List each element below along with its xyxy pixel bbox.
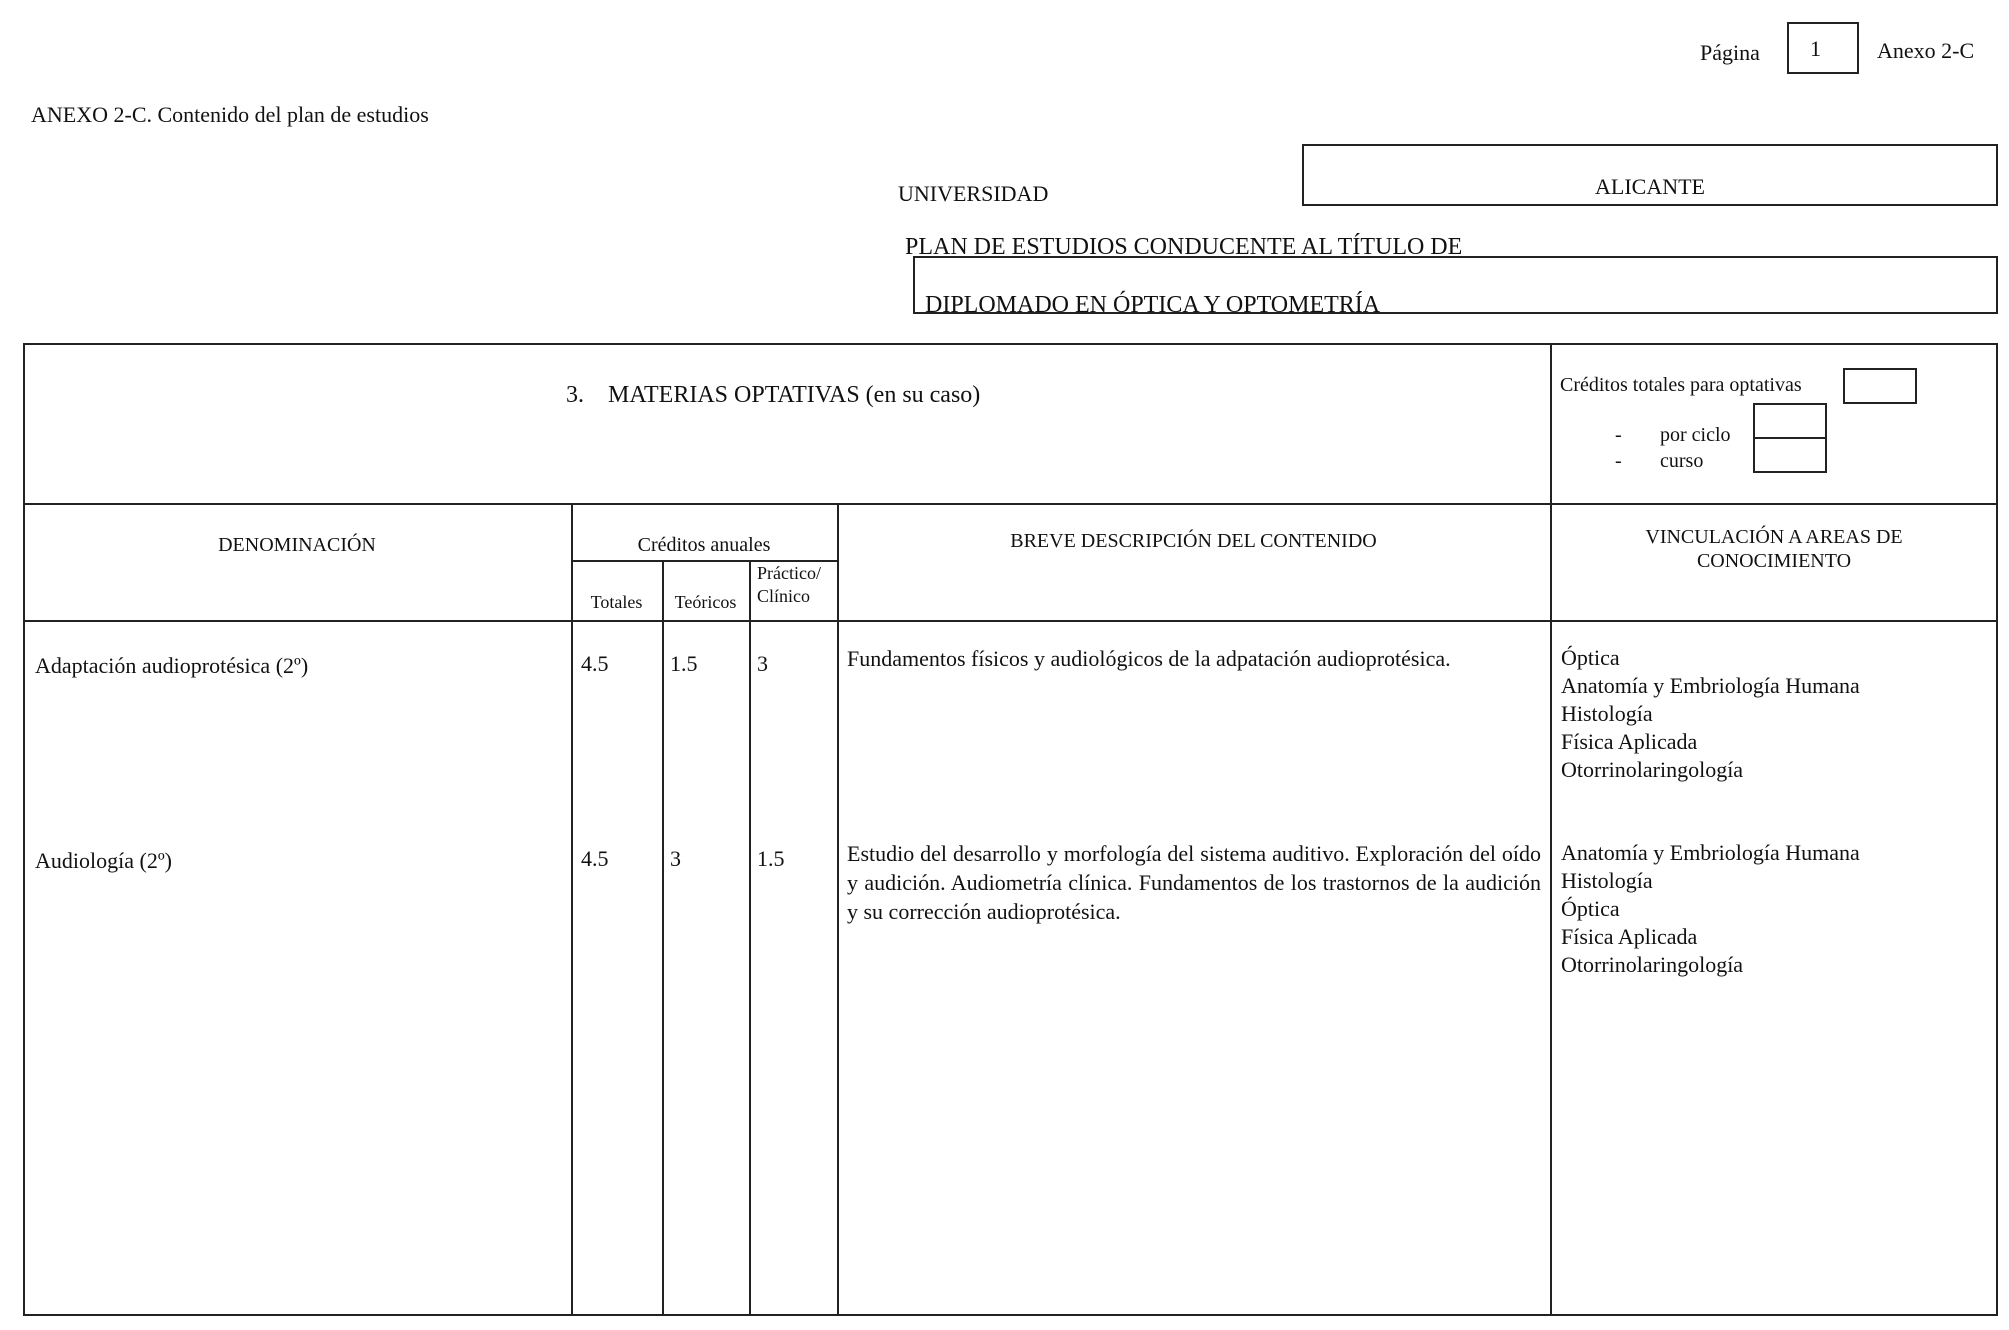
row1-area: Otorrinolaringología xyxy=(1561,757,1744,782)
section-divider xyxy=(1550,343,1552,503)
header-practico: Práctico/ xyxy=(757,563,821,583)
header-creditos: Créditos anuales xyxy=(637,534,771,556)
annex-title: ANEXO 2-C. Contenido del plan de estudios xyxy=(31,102,429,127)
annex-code: Anexo 2-C xyxy=(1877,38,1975,63)
header-vinculacion-2: CONOCIMIENTO xyxy=(1696,550,1852,572)
per-course-box xyxy=(1753,437,1827,473)
credits-total-label: Créditos totales para optativas xyxy=(1560,374,1802,396)
row1-description: Fundamentos físicos y audiológicos de la adpatación audioprotésica. xyxy=(847,646,1451,671)
col-divider-4 xyxy=(837,503,839,1316)
row1-practicos: 3 xyxy=(757,651,768,676)
header-teoricos: Teóricos xyxy=(674,592,737,612)
row1-area: Física Aplicada xyxy=(1561,729,1698,754)
row2-description: Estudio del desarrollo y morfología del sistema auditivo. Exploración del oído y audición. Audiometría clínica. Fundamentos de los trastornos de la audición y su corrección audioprotésica. xyxy=(847,841,1541,924)
row2-areas xyxy=(1561,839,1860,979)
row2-practicos: 1.5 xyxy=(757,846,785,871)
row2-totales: 4.5 xyxy=(581,846,609,871)
page-label: Página xyxy=(1700,40,1760,65)
row1-teoricos: 1.5 xyxy=(670,651,698,676)
row1-area: Óptica xyxy=(1561,645,1620,670)
dash-course: - xyxy=(1615,450,1622,472)
dash-cycle: - xyxy=(1615,424,1622,446)
per-cycle-box xyxy=(1753,403,1827,439)
header-row-separator xyxy=(23,503,1998,505)
per-cycle-label: por ciclo xyxy=(1660,424,1731,446)
row1-area: Anatomía y Embriología Humana xyxy=(1561,673,1860,698)
row1-areas xyxy=(1561,644,1860,784)
section-title: 3. MATERIAS OPTATIVAS (en su caso) xyxy=(566,382,981,408)
page-number: 1 xyxy=(1810,36,1821,61)
credits-total-box xyxy=(1843,368,1917,404)
col-divider-3 xyxy=(749,560,751,1316)
credits-subheader-separator xyxy=(571,560,837,562)
university-value: ALICANTE xyxy=(1595,174,1705,199)
row2-area: Anatomía y Embriología Humana xyxy=(1561,840,1860,865)
row2-name: Audiología (2º) xyxy=(35,848,172,873)
row1-totales: 4.5 xyxy=(581,651,609,676)
plan-value: DIPLOMADO EN ÓPTICA Y OPTOMETRÍA xyxy=(925,292,1381,318)
row2-area: Histología xyxy=(1561,868,1653,893)
header-clinico: Clínico xyxy=(757,586,810,606)
column-header-separator xyxy=(23,620,1998,622)
main-table-frame xyxy=(23,343,1998,1316)
row1-name: Adaptación audioprotésica (2º) xyxy=(35,653,309,678)
row2-area: Física Aplicada xyxy=(1561,924,1698,949)
university-label: UNIVERSIDAD xyxy=(898,181,1049,206)
header-totales: Totales xyxy=(590,592,643,612)
col-divider-1 xyxy=(571,503,573,1316)
col-divider-5 xyxy=(1550,503,1552,1316)
row2-area: Óptica xyxy=(1561,896,1620,921)
header-denominacion: DENOMINACIÓN xyxy=(218,534,376,556)
row1-area: Histología xyxy=(1561,701,1653,726)
page-number-box xyxy=(1787,22,1859,74)
col-divider-2 xyxy=(662,560,664,1316)
header-descripcion: BREVE DESCRIPCIÓN DEL CONTENIDO xyxy=(1010,530,1377,552)
row2-area: Otorrinolaringología xyxy=(1561,952,1744,977)
per-course-label: curso xyxy=(1660,450,1704,472)
header-vinculacion-1: VINCULACIÓN A AREAS DE xyxy=(1645,526,1903,548)
row2-teoricos: 3 xyxy=(670,846,681,871)
plan-label: PLAN DE ESTUDIOS CONDUCENTE AL TÍTULO DE xyxy=(905,234,1463,260)
